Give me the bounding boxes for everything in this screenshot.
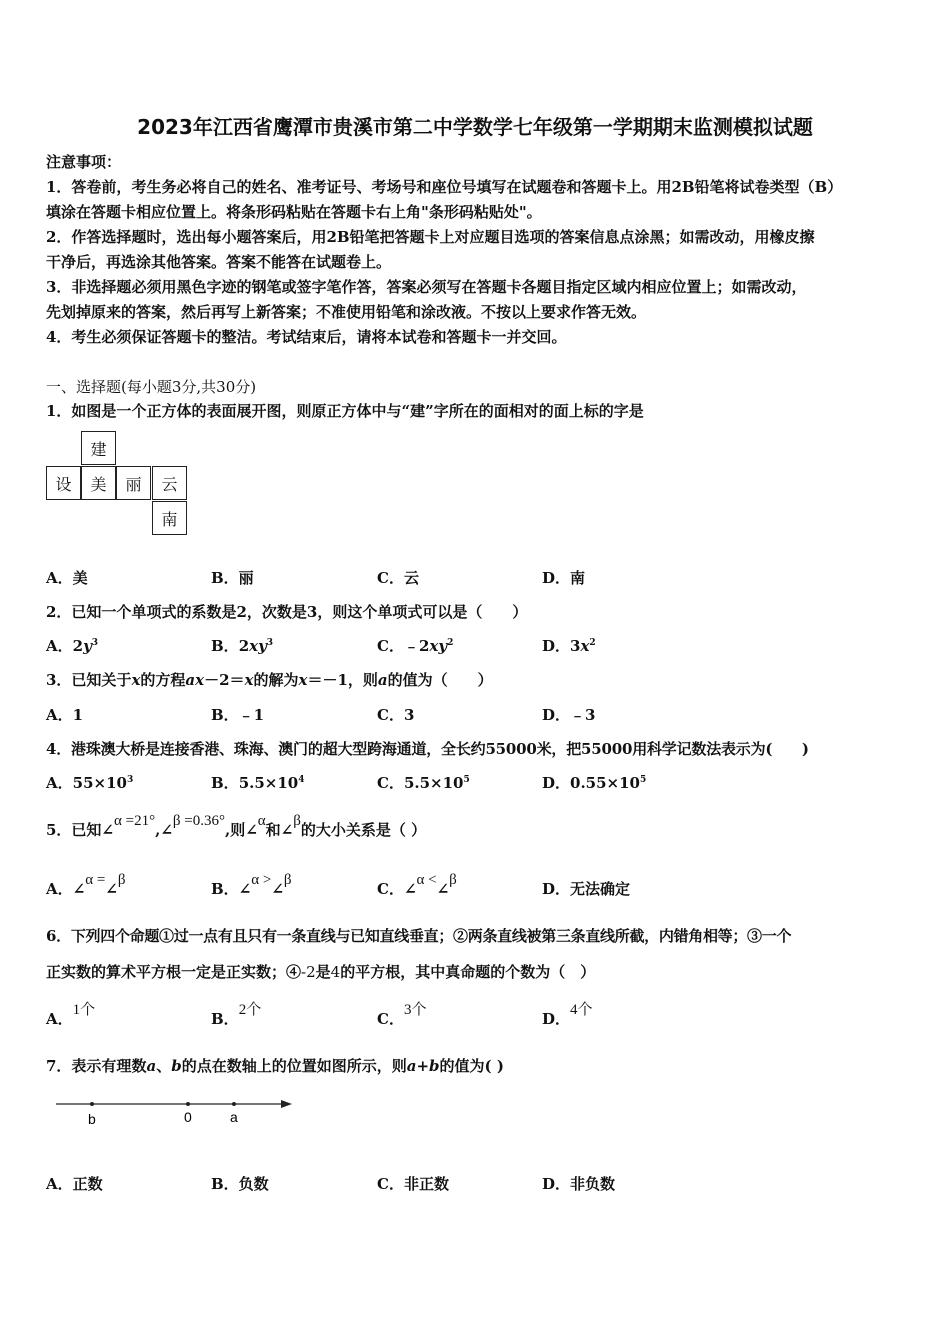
q2-option-c[interactable] — [377, 636, 453, 656]
q5-a-math: α = — [85, 872, 106, 888]
q2-a-label: A． — [46, 637, 73, 655]
q7-text-2: 、 — [156, 1057, 172, 1075]
question-6-line-2 — [46, 962, 906, 982]
q4-b-exp: 4 — [298, 775, 305, 785]
notice-line-2: 填涂在答题卡相应位置上。将条形码粘贴在答题卡右上角"条形码粘贴处"。 — [46, 203, 542, 221]
q2-option-a[interactable] — [46, 636, 98, 656]
q4-d-base: 0.55×10 — [570, 774, 640, 792]
question-7-stem — [46, 1056, 906, 1076]
number-line-label-b: b — [88, 1111, 96, 1127]
q5-option-b[interactable] — [211, 872, 292, 900]
notice-heading: 注意事项： — [46, 153, 122, 171]
q6-a-label: A． — [46, 1010, 73, 1028]
q7-option-c[interactable]: C．非正数 — [377, 1175, 449, 1193]
q3-option-d[interactable]: D．﹣3 — [542, 706, 596, 724]
q7-text-4: 的值为( ) — [439, 1057, 504, 1075]
q4-c-label: C． — [377, 774, 404, 792]
q4-option-b[interactable] — [211, 773, 305, 793]
q2-d-coef: 3 — [570, 637, 581, 655]
q5-c-beta: β — [449, 872, 457, 888]
q7-text-1: 7．表示有理数 — [46, 1057, 147, 1075]
question-4-stem: 4．港珠澳大桥是连接香港、珠海、澳门的超大型跨海通道，全长约55000米，把55000用科学记数法表示为( ) — [46, 740, 809, 758]
q6-option-b[interactable] — [211, 1002, 262, 1030]
q4-option-d[interactable] — [542, 773, 646, 793]
question-2-stem: 2．已知一个单项式的系数是2，次数是3，则这个单项式可以是（ ） — [46, 603, 528, 621]
q3-var-x3: x — [298, 671, 308, 689]
notice-line-6: 先划掉原来的答案，然后再写上新答案；不准使用铅笔和涂改液。不按以上要求作答无效。 — [46, 303, 647, 321]
notice-line-7: 4．考生必须保证答题卡的整洁。考试结束后，请将本试卷和答题卡一并交回。 — [46, 328, 567, 346]
q3-option-c[interactable]: C．3 — [377, 706, 415, 724]
q3-var-x2: x — [244, 671, 254, 689]
q3-var-ax: ax — [185, 671, 205, 689]
section-heading: 一、选择题(每小题3分,共30分) — [46, 378, 257, 396]
q7-text-3: 的点在数轴上的位置如图所示，则 — [181, 1057, 407, 1075]
question-1-stem: 1．如图是一个正方体的表面展开图，则原正方体中与“建”字所在的面相对的面上标的字是 — [46, 402, 644, 420]
q4-c-exp: 5 — [463, 775, 470, 785]
q5-text-2: ,∠ — [155, 821, 173, 839]
q5-option-d[interactable]: D．无法确定 — [542, 880, 631, 898]
notice-line-3: 2．作答选择题时，选出每小题答案后，用2B铅笔把答题卡上对应题目选项的答案信息点涂黑；如需改动，用橡皮擦 — [46, 228, 815, 246]
q4-b-base: 5.5×10 — [238, 774, 299, 792]
net-cell-nan: 南 — [152, 501, 187, 535]
q6-b-label: B． — [211, 1010, 239, 1028]
q6-text-b: -2 — [301, 963, 316, 981]
q6-option-c[interactable] — [377, 1002, 427, 1030]
q5-option-a[interactable] — [46, 872, 126, 900]
net-cell-she: 设 — [46, 466, 81, 500]
q5-a-angle: ∠ — [105, 880, 118, 898]
number-line-point-a — [232, 1102, 236, 1106]
q4-a-exp: 3 — [126, 775, 134, 785]
q4-a-base: 55×10 — [72, 774, 127, 792]
q4-option-c[interactable] — [377, 773, 470, 793]
notice-line-1: 1．答卷前，考生务必将自己的姓名、准考证号、考场号和座位号填写在试题卷和答题卡上。用2B铅笔将试卷类型（B） — [46, 178, 843, 196]
q5-c-label: C．∠ — [377, 880, 417, 898]
q5-alpha-value: α =21° — [114, 813, 156, 829]
q2-d-var: x — [580, 637, 590, 655]
number-line-label-a: a — [230, 1109, 238, 1125]
q5-b-label: B．∠ — [211, 880, 252, 898]
question-3-stem — [46, 670, 906, 690]
q7-var-a: a — [146, 1057, 157, 1075]
q6-text-a: 正实数的算术平方根一定是正实数；④ — [46, 963, 302, 981]
number-line-figure — [40, 1090, 310, 1135]
q6-b-value: 2个 — [238, 1002, 262, 1018]
q5-text-3: ,则∠ — [224, 821, 258, 839]
notice-line-5: 3．非选择题必须用黑色字迹的钢笔或签字笔作答，答案必须写在答题卡各题目指定区域内相应位置上；如需改动， — [46, 278, 807, 296]
q4-c-base: 5.5×10 — [403, 774, 464, 792]
q3-text-2: 的方程 — [140, 671, 186, 689]
question-6-line-1: 6．下列四个命题①过一点有且只有一条直线与已知直线垂直；②两条直线被第三条直线所截，内错角相等；③一个 — [46, 927, 792, 945]
q2-option-d[interactable] — [542, 636, 596, 656]
number-line-point-zero — [186, 1102, 190, 1106]
q6-text-e: 的平方根，其中真命题的个数为（ ） — [340, 963, 596, 981]
q2-option-b[interactable] — [211, 636, 273, 656]
q6-option-a[interactable] — [46, 1002, 96, 1030]
q3-var-a: a — [377, 671, 388, 689]
q6-d-label: D． — [542, 1010, 571, 1028]
number-line-label-zero: 0 — [184, 1109, 192, 1125]
q6-a-value: 1个 — [72, 1002, 96, 1018]
q3-text-5: ＝－1，则 — [307, 671, 378, 689]
q5-a-label: A．∠ — [46, 880, 86, 898]
q2-a-coef: 2 — [72, 637, 84, 655]
net-cell-mei: 美 — [81, 466, 116, 500]
notice-line-4: 干净后，再选涂其他答案。答案不能答在试题卷上。 — [46, 253, 392, 271]
q6-option-d[interactable] — [542, 1002, 593, 1030]
q5-text-1: 5．已知∠ — [46, 821, 115, 839]
q2-b-exp: 3 — [266, 638, 274, 648]
q1-option-c[interactable]: C．云 — [377, 569, 419, 587]
q2-d-label: D． — [542, 637, 571, 655]
q2-d-exp: 2 — [589, 638, 596, 648]
q6-text-d: 4 — [330, 963, 341, 981]
q2-a-exp: 3 — [91, 638, 99, 648]
page-title: 2023年江西省鹰潭市贵溪市第二中学数学七年级第一学期期末监测模拟试题 — [137, 115, 813, 139]
q5-option-c[interactable] — [377, 872, 457, 900]
q2-c-exp: 2 — [447, 638, 454, 648]
q1-option-a[interactable]: A．美 — [46, 569, 88, 587]
q5-b-angle: ∠ — [271, 880, 284, 898]
q7-option-b[interactable]: B．负数 — [211, 1175, 269, 1193]
net-cell-jian: 建 — [81, 431, 116, 465]
q6-c-value: 3个 — [403, 1002, 427, 1018]
q2-c-coef: ﹣2 — [403, 637, 430, 655]
q7-option-d[interactable]: D．非负数 — [542, 1175, 616, 1193]
net-cell-yun: 云 — [152, 466, 187, 500]
q6-text-c: 是 — [315, 963, 331, 981]
q2-c-label: C． — [377, 637, 404, 655]
q3-text-6: 的值为（ ） — [387, 671, 493, 689]
q4-d-exp: 5 — [640, 775, 647, 785]
q6-c-label: C． — [377, 1010, 404, 1028]
q3-text-4: 的解为 — [253, 671, 299, 689]
q5-beta: β — [293, 813, 301, 829]
q7-var-b: b — [171, 1057, 182, 1075]
q5-alpha: α — [257, 813, 266, 829]
q5-c-math: α < — [416, 872, 437, 888]
net-cell-li: 丽 — [116, 466, 151, 500]
q4-b-label: B． — [211, 774, 239, 792]
q4-d-label: D． — [542, 774, 571, 792]
number-line-point-b — [90, 1102, 94, 1106]
q1-option-b[interactable]: B．丽 — [211, 569, 254, 587]
q3-text-1: 3．已知关于 — [46, 671, 132, 689]
q2-b-var: xy — [249, 637, 267, 655]
q3-option-b[interactable]: B．﹣1 — [211, 706, 265, 724]
q7-option-a[interactable]: A．正数 — [46, 1175, 103, 1193]
q5-text-5: 的大小关系是（ ） — [300, 821, 427, 839]
q5-text-4: 和∠ — [265, 821, 294, 839]
q4-option-a[interactable] — [46, 773, 133, 793]
q5-a-beta: β — [117, 872, 126, 888]
question-5-stem — [46, 813, 906, 841]
q5-beta-value: β =0.36° — [172, 813, 225, 829]
q3-text-3: －2＝ — [204, 671, 245, 689]
q2-a-var: y — [83, 637, 92, 655]
q5-b-math: α > — [251, 872, 272, 888]
q4-a-label: A． — [46, 774, 73, 792]
number-line-arrow-icon — [281, 1100, 292, 1108]
q2-b-label: B． — [211, 637, 239, 655]
q3-option-a[interactable]: A．1 — [46, 706, 84, 724]
q2-c-var: xy — [429, 637, 448, 655]
q2-b-coef: 2 — [238, 637, 250, 655]
q7-var-apb: a+b — [406, 1057, 440, 1075]
q6-d-value: 4个 — [570, 1002, 593, 1018]
q5-c-angle: ∠ — [436, 880, 450, 898]
q3-var-x: x — [131, 671, 141, 689]
q5-b-beta: β — [283, 872, 292, 888]
q1-option-d[interactable]: D．南 — [542, 569, 586, 587]
